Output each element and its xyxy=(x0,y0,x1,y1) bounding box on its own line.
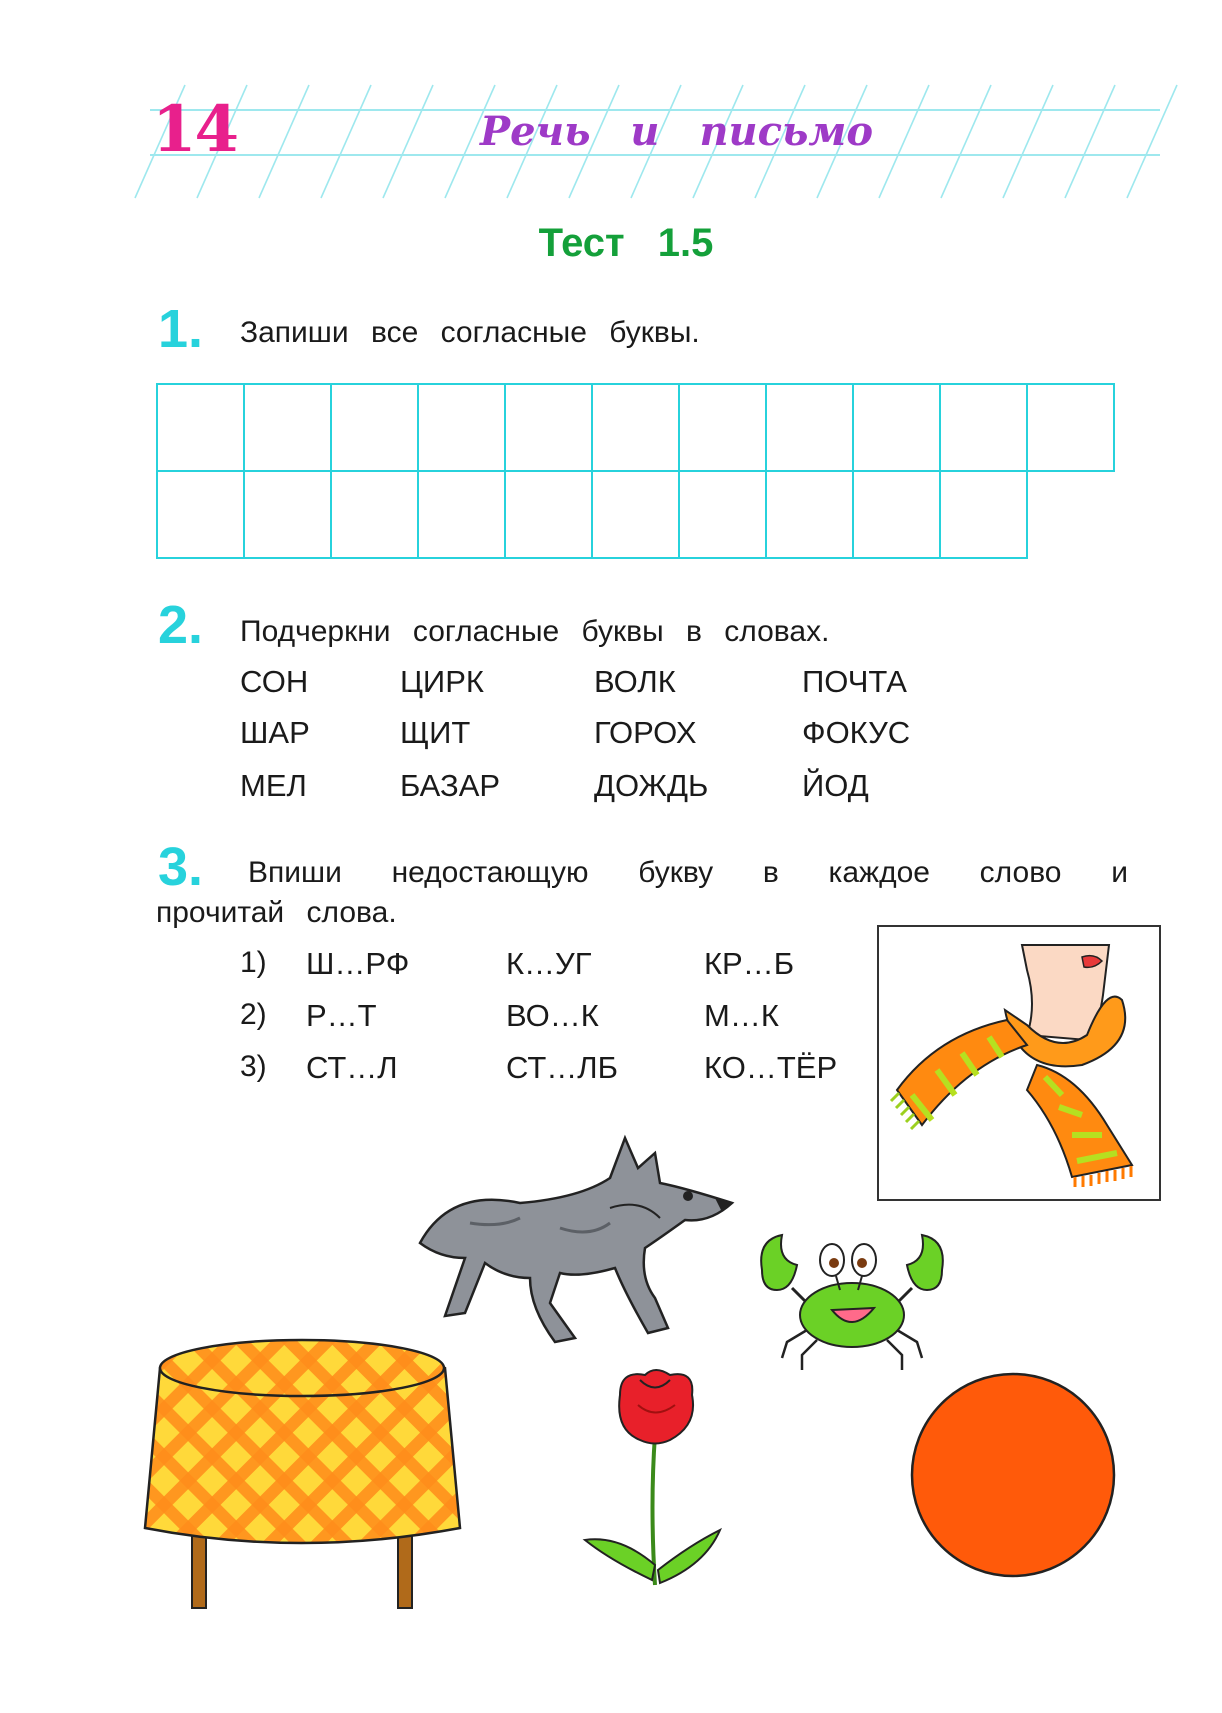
answer-cell[interactable] xyxy=(852,470,941,559)
answer-cell[interactable] xyxy=(156,470,245,559)
wolf-picture xyxy=(410,1128,740,1358)
missing-letter-word[interactable]: КР…Б xyxy=(704,946,795,981)
word-item: ФОКУС xyxy=(802,715,911,750)
task3-number: 3. xyxy=(158,837,204,897)
missing-letter-word[interactable]: К…УГ xyxy=(506,946,592,981)
word-item: МЕЛ xyxy=(240,768,307,803)
missing-letter-word[interactable]: СТ…Л xyxy=(306,1050,398,1085)
word-item: БАЗАР xyxy=(400,768,501,803)
task3-text-line1 xyxy=(248,858,1128,888)
scarf-picture xyxy=(877,925,1161,1201)
missing-letter-word[interactable]: КО…ТЁР xyxy=(704,1050,838,1085)
answer-cell[interactable] xyxy=(939,470,1028,559)
missing-letter-word[interactable]: М…К xyxy=(704,998,779,1033)
word-item: ДОЖДЬ xyxy=(594,768,709,803)
table-picture xyxy=(140,1328,470,1618)
task3-text-line1-content: Впиши недостающую букву в каждое слово и xyxy=(248,856,1128,889)
word-item: ШАР xyxy=(240,715,310,750)
answer-cell[interactable] xyxy=(678,383,767,472)
answer-cell[interactable] xyxy=(678,470,767,559)
ball-picture xyxy=(908,1370,1118,1580)
test-title: Тест 1.5 xyxy=(538,221,714,265)
word-item: СОН xyxy=(240,664,309,699)
word-item: ГОРОХ xyxy=(594,715,697,750)
answer-grid-row-1 xyxy=(156,383,1113,470)
task2-number: 2. xyxy=(158,595,204,655)
answer-cell[interactable] xyxy=(243,383,332,472)
answer-cell[interactable] xyxy=(591,383,680,472)
answer-cell[interactable] xyxy=(765,470,854,559)
answer-cell[interactable] xyxy=(939,383,1028,472)
row-label: 2) xyxy=(240,998,267,1031)
missing-letter-word[interactable]: Р…Т xyxy=(306,998,377,1033)
answer-cell[interactable] xyxy=(852,383,941,472)
row-label: 3) xyxy=(240,1050,267,1083)
answer-cell[interactable] xyxy=(504,383,593,472)
missing-letter-word[interactable]: ВО…К xyxy=(506,998,599,1033)
answer-cell[interactable] xyxy=(1026,383,1115,472)
answer-cell[interactable] xyxy=(417,470,506,559)
answer-cell[interactable] xyxy=(330,470,419,559)
answer-cell[interactable] xyxy=(243,470,332,559)
word-item: ВОЛК xyxy=(594,664,676,699)
answer-grid-row-2 xyxy=(156,470,1026,557)
page-number: 14 xyxy=(152,92,238,167)
section-title: Речь и письмо xyxy=(480,108,874,155)
task2-text: Подчеркни согласные буквы в словах. xyxy=(240,615,830,648)
word-item: ПОЧТА xyxy=(802,664,907,699)
task3-text-line2: прочитай слова. xyxy=(156,896,397,929)
answer-cell[interactable] xyxy=(156,383,245,472)
word-item: ЩИТ xyxy=(400,715,471,750)
answer-cell[interactable] xyxy=(330,383,419,472)
answer-cell[interactable] xyxy=(591,470,680,559)
word-item: ЙОД xyxy=(802,768,869,803)
answer-cell[interactable] xyxy=(765,383,854,472)
answer-cell[interactable] xyxy=(504,470,593,559)
task1-number: 1. xyxy=(158,299,204,359)
missing-letter-word[interactable]: СТ…ЛБ xyxy=(506,1050,618,1085)
word-item: ЦИРК xyxy=(400,664,484,699)
missing-letter-word[interactable]: Ш…РФ xyxy=(306,946,410,981)
crab-picture xyxy=(752,1230,952,1380)
task1-text: Запиши все согласные буквы. xyxy=(240,316,700,349)
row-label: 1) xyxy=(240,946,267,979)
answer-cell[interactable] xyxy=(417,383,506,472)
poppy-picture xyxy=(580,1365,730,1605)
